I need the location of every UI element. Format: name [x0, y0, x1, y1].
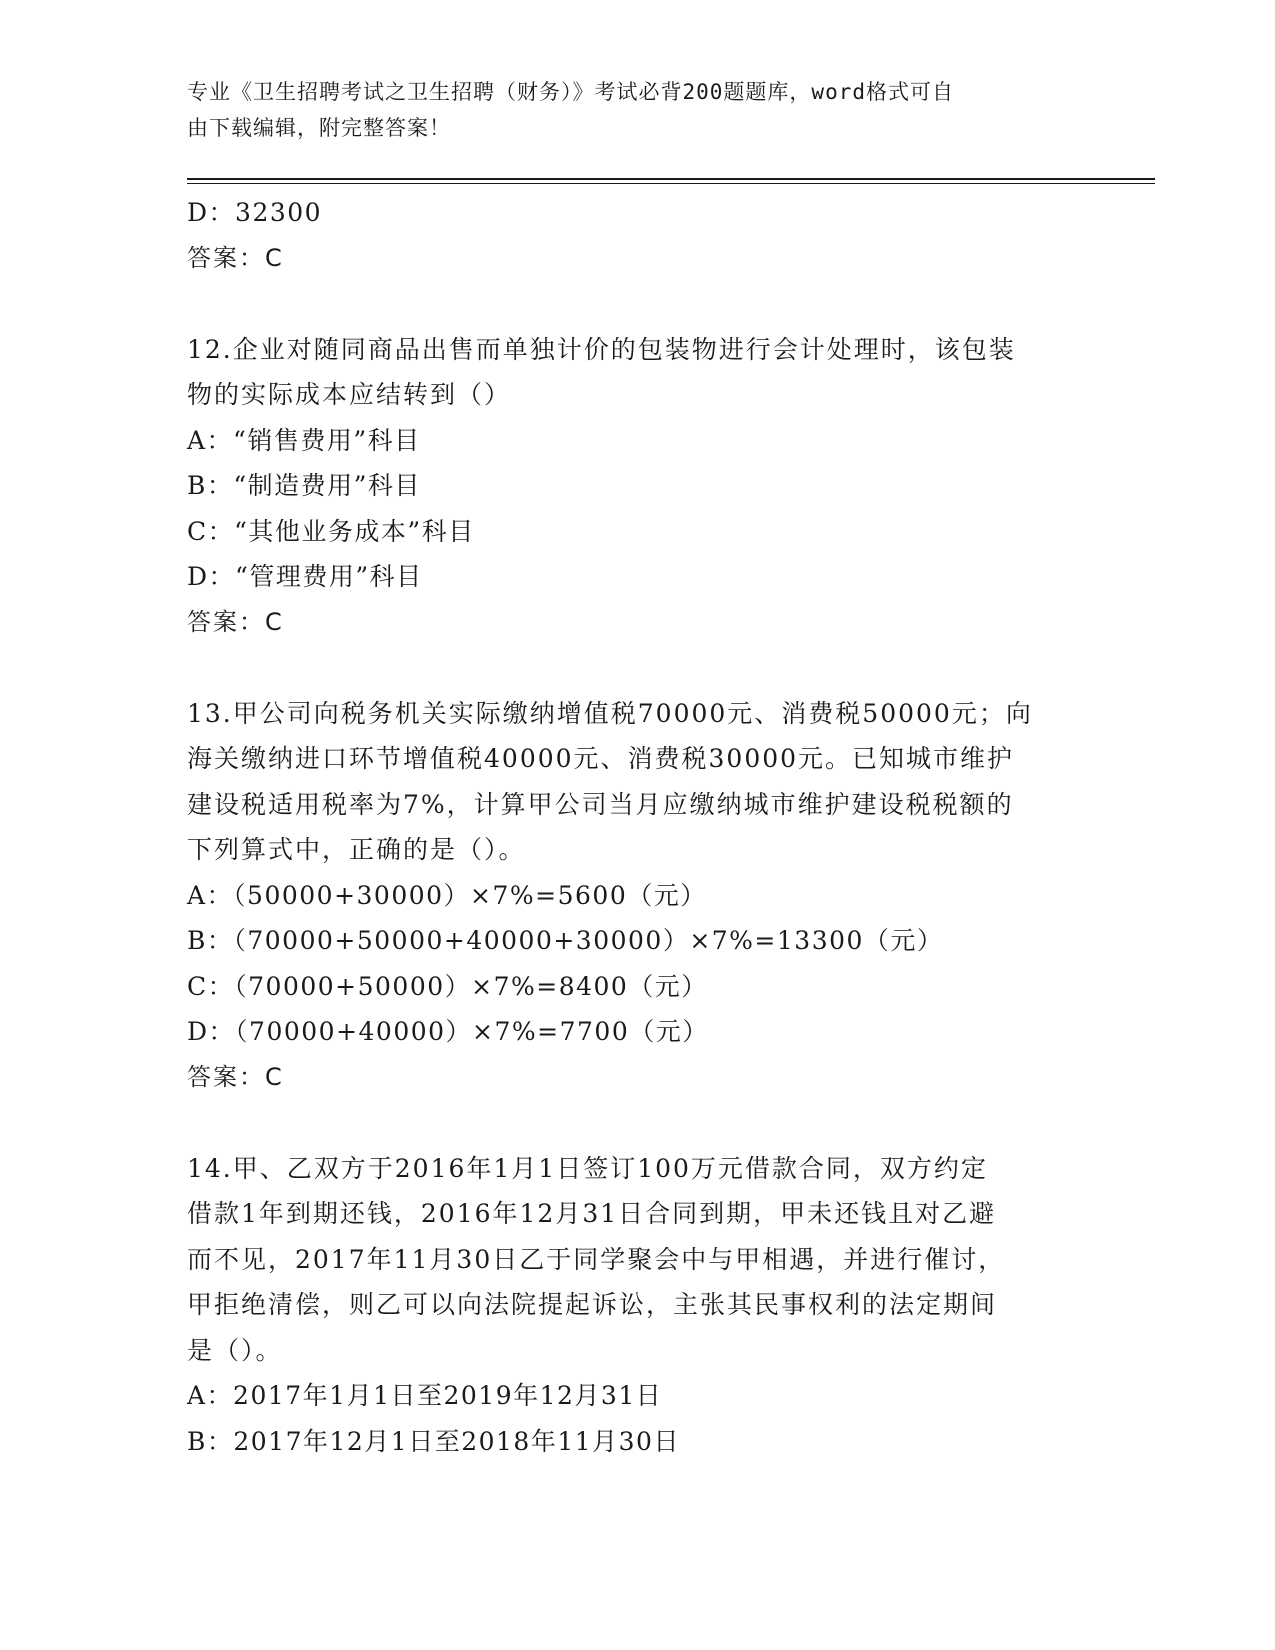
question-stem-line: 甲拒绝清偿，则乙可以向法院提起诉讼，主张其民事权利的法定期间 [187, 1290, 998, 1319]
option-a: A：（50000+30000）×7%=5600（元） [187, 880, 707, 910]
question-stem-line: 而不见，2017年11月30日乙于同学聚会中与甲相遇，并进行催讨， [187, 1244, 1006, 1274]
header-line-1: 专业《卫生招聘考试之卫生招聘（财务）》考试必背200题题库，word格式可自 [187, 80, 954, 104]
option-c: C：（70000+50000）×7%=8400（元） [187, 971, 708, 1001]
header-rule-thick [187, 178, 1155, 180]
question-stem-line: 海关缴纳进口环节增值税40000元、消费税30000元。已知城市维护 [187, 744, 1015, 773]
question-stem-line: 是（）。 [187, 1335, 283, 1365]
answer-line: 答案：C [187, 243, 284, 272]
option-d: D：“管理费用”科目 [187, 562, 423, 591]
question-stem-line: 下列算式中，正确的是（）。 [187, 835, 526, 864]
option-a: A：2017年1月1日至2019年12月31日 [187, 1381, 663, 1410]
spacer [187, 645, 1087, 691]
option-c: C：“其他业务成本”科目 [187, 516, 475, 546]
document-header [187, 74, 1067, 146]
question-stem-line: 14.甲、乙双方于2016年1月1日签订100万元借款合同，双方约定 [187, 1153, 988, 1183]
question-14 [187, 1146, 1087, 1465]
question-12 [187, 327, 1087, 646]
question-stem-line: 12.企业对随同商品出售而单独计价的包装物进行会计处理时，该包装 [187, 334, 1016, 364]
question-stem-line: 借款1年到期还钱，2016年12月31日合同到期，甲未还钱且对乙避 [187, 1199, 997, 1228]
spacer [187, 1100, 1087, 1146]
option-b: B：“制造费用”科目 [187, 471, 421, 500]
answer-line: 答案：C [187, 1062, 284, 1091]
document-body [187, 190, 1087, 1464]
answer-line: 答案：C [187, 607, 284, 636]
option-b: B：（70000+50000+40000+30000）×7%=13300（元） [187, 926, 944, 955]
question-stem-line: 物的实际成本应结转到（） [187, 380, 512, 409]
question-stem-line: 13.甲公司向税务机关实际缴纳增值税70000元、消费税50000元；向 [187, 698, 1033, 728]
option-d: D：（70000+40000）×7%=7700（元） [187, 1017, 709, 1046]
question-13 [187, 691, 1087, 1101]
spacer [187, 281, 1087, 327]
option-a: A：“销售费用”科目 [187, 425, 421, 455]
question-11-tail [187, 190, 1087, 281]
option-b: B：2017年12月1日至2018年11月30日 [187, 1426, 680, 1456]
header-line-2: 由下载编辑，附完整答案！ [187, 116, 451, 140]
question-stem-line: 建设税适用税率为7%，计算甲公司当月应缴纳城市维护建设税税额的 [187, 789, 1014, 819]
header-rule-thin [187, 183, 1155, 184]
option-d: D：32300 [187, 198, 323, 227]
